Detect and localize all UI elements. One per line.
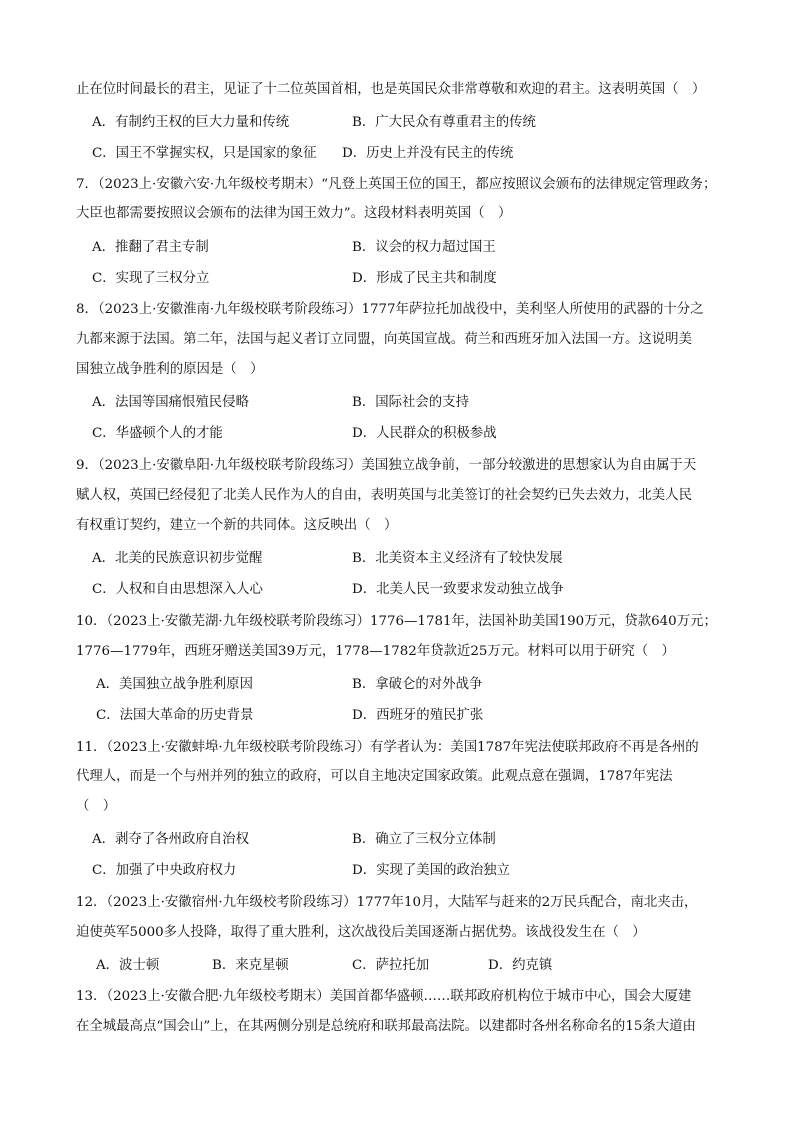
q10-option-d: D．西班牙的殖民扩张 <box>352 708 484 723</box>
q12-option-d: D．约克镇 <box>488 958 553 973</box>
q12-option-b: B．来克星顿 <box>212 958 289 973</box>
q6-option-d: D．历史上并没有民主的传统 <box>342 146 514 161</box>
q8-option-b: B．国际社会的支持 <box>352 395 469 410</box>
q9-stem-line-3: 有权重订契约，建立一个新的共同体。这反映出（ ） <box>76 518 398 533</box>
q7-option-b: B．议会的权力超过国王 <box>352 240 496 255</box>
q9-option-c: C．人权和自由思想深入人心 <box>92 582 263 597</box>
q11-option-a: A．剥夺了各州政府自治权 <box>92 832 249 847</box>
q8-option-a: A．法国等国痛恨殖民侵略 <box>92 395 249 410</box>
q12-stem-line-1: 12．（2023上·安徽宿州·九年级校考阶段练习）1777年10月，大陆军与赶来的2万民兵配合，南北夹击， <box>76 895 698 910</box>
q9-option-a: A．北美的民族意识初步觉醒 <box>92 551 263 566</box>
q11-stem-line-1: 11．（2023上·安徽蚌埠·九年级校联考阶段练习）有学者认为：美国1787年宪法使联邦政府不再是各州的 <box>76 740 699 755</box>
q7-stem-line-2: 大臣也都需要按照议会颁布的法律为国王效力”。这段材料表明英国（ ） <box>76 206 512 221</box>
q9-option-d: D．北美人民一致要求发动独立战争 <box>352 582 564 597</box>
q10-option-a: A．美国独立战争胜利原因 <box>96 677 253 692</box>
q11-stem-line-2: 代理人，而是一个与州并列的独立的政府，可以自主地决定国家政策。此观点意在强调，1787年宪法 <box>76 769 673 784</box>
q7-option-d: D．形成了民主共和制度 <box>352 271 497 286</box>
q8-option-c: C．华盛顿个人的才能 <box>92 426 223 441</box>
q11-option-d: D．实现了美国的政治独立 <box>352 863 511 878</box>
q13-stem-line-2: 在全城最高点“国会山”上，在其两侧分别是总统府和联邦最高法院。以建都时各州名称命名的15条大道由 <box>76 1019 696 1034</box>
q11-option-b: B．确立了三权分立体制 <box>352 832 496 847</box>
q13-stem-line-1: 13．（2023上·安徽合肥·九年级校考期末）美国首都华盛顿……联邦政府机构位于城市中心，国会大厦建 <box>76 989 692 1004</box>
q12-option-c: C．萨拉托加 <box>352 958 430 973</box>
q12-option-a: A．波士顿 <box>96 958 160 973</box>
q7-option-c: C．实现了三权分立 <box>92 271 210 286</box>
q8-stem-line-3: 国独立战争胜利的原因是（ ） <box>76 362 264 377</box>
q8-option-d: D．人民群众的积极参战 <box>352 426 497 441</box>
q10-option-c: C．法国大革命的历史背景 <box>96 708 254 723</box>
q11-stem-line-3: （ ） <box>76 799 117 814</box>
q12-stem-line-2: 迫使英军5000多人投降，取得了重大胜利，这次战役后美国逐渐占据优势。该战役发生在（ ） <box>76 925 646 940</box>
q6-stem-line-1: 止在位时间最长的君主，见证了十二位英国首相，也是英国民众非常尊敬和欢迎的君主。这表明英国（ ） <box>76 82 706 97</box>
q6-option-a: A．有制约王权的巨大力量和传统 <box>92 115 290 130</box>
q10-stem-line-2: 1776—1779年，西班牙赠送美国39万元，1778—1782年贷款近25万元。材料可以用于研究（ ） <box>76 644 675 659</box>
q9-stem-line-1: 9．（2023上·安徽阜阳·九年级校联考阶段练习）美国独立战争前，一部分较激进的思想家认为自由属于天 <box>76 458 697 473</box>
q7-stem-line-1: 7．（2023上·安徽六安·九年级校考期末）“凡登上英国王位的国王，都应按照议会颁布的法律规定管理政务； <box>76 177 717 192</box>
q7-option-a: A．推翻了君主专制 <box>92 240 209 255</box>
q9-option-b: B．北美资本主义经济有了较快发展 <box>352 551 563 566</box>
q10-stem-line-1: 10．（2023上·安徽芜湖·九年级校联考阶段练习）1776—1781年，法国补助美国190万元，贷款640万元； <box>76 614 717 629</box>
q6-option-b: B．广大民众有尊重君主的传统 <box>352 115 536 130</box>
q8-stem-line-2: 九都来源于法国。第二年，法国与起义者订立同盟，向英国宣战。荷兰和西班牙加入法国一方。这说明美 <box>76 332 692 347</box>
q11-option-c: C．加强了中央政府权力 <box>92 863 237 878</box>
q10-option-b: B．拿破仑的对外战争 <box>352 677 483 692</box>
q6-option-c: C．国王不掌握实权，只是国家的象征 <box>92 146 317 161</box>
q8-stem-line-1: 8．（2023上·安徽淮南·九年级校联考阶段练习）1777年萨拉托加战役中，美利坚人所使用的武器的十分之 <box>76 302 704 317</box>
q9-stem-line-2: 赋人权，英国已经侵犯了北美人民作为人的自由，表明英国与北美签订的社会契约已失去效力，北美人民 <box>76 488 692 503</box>
